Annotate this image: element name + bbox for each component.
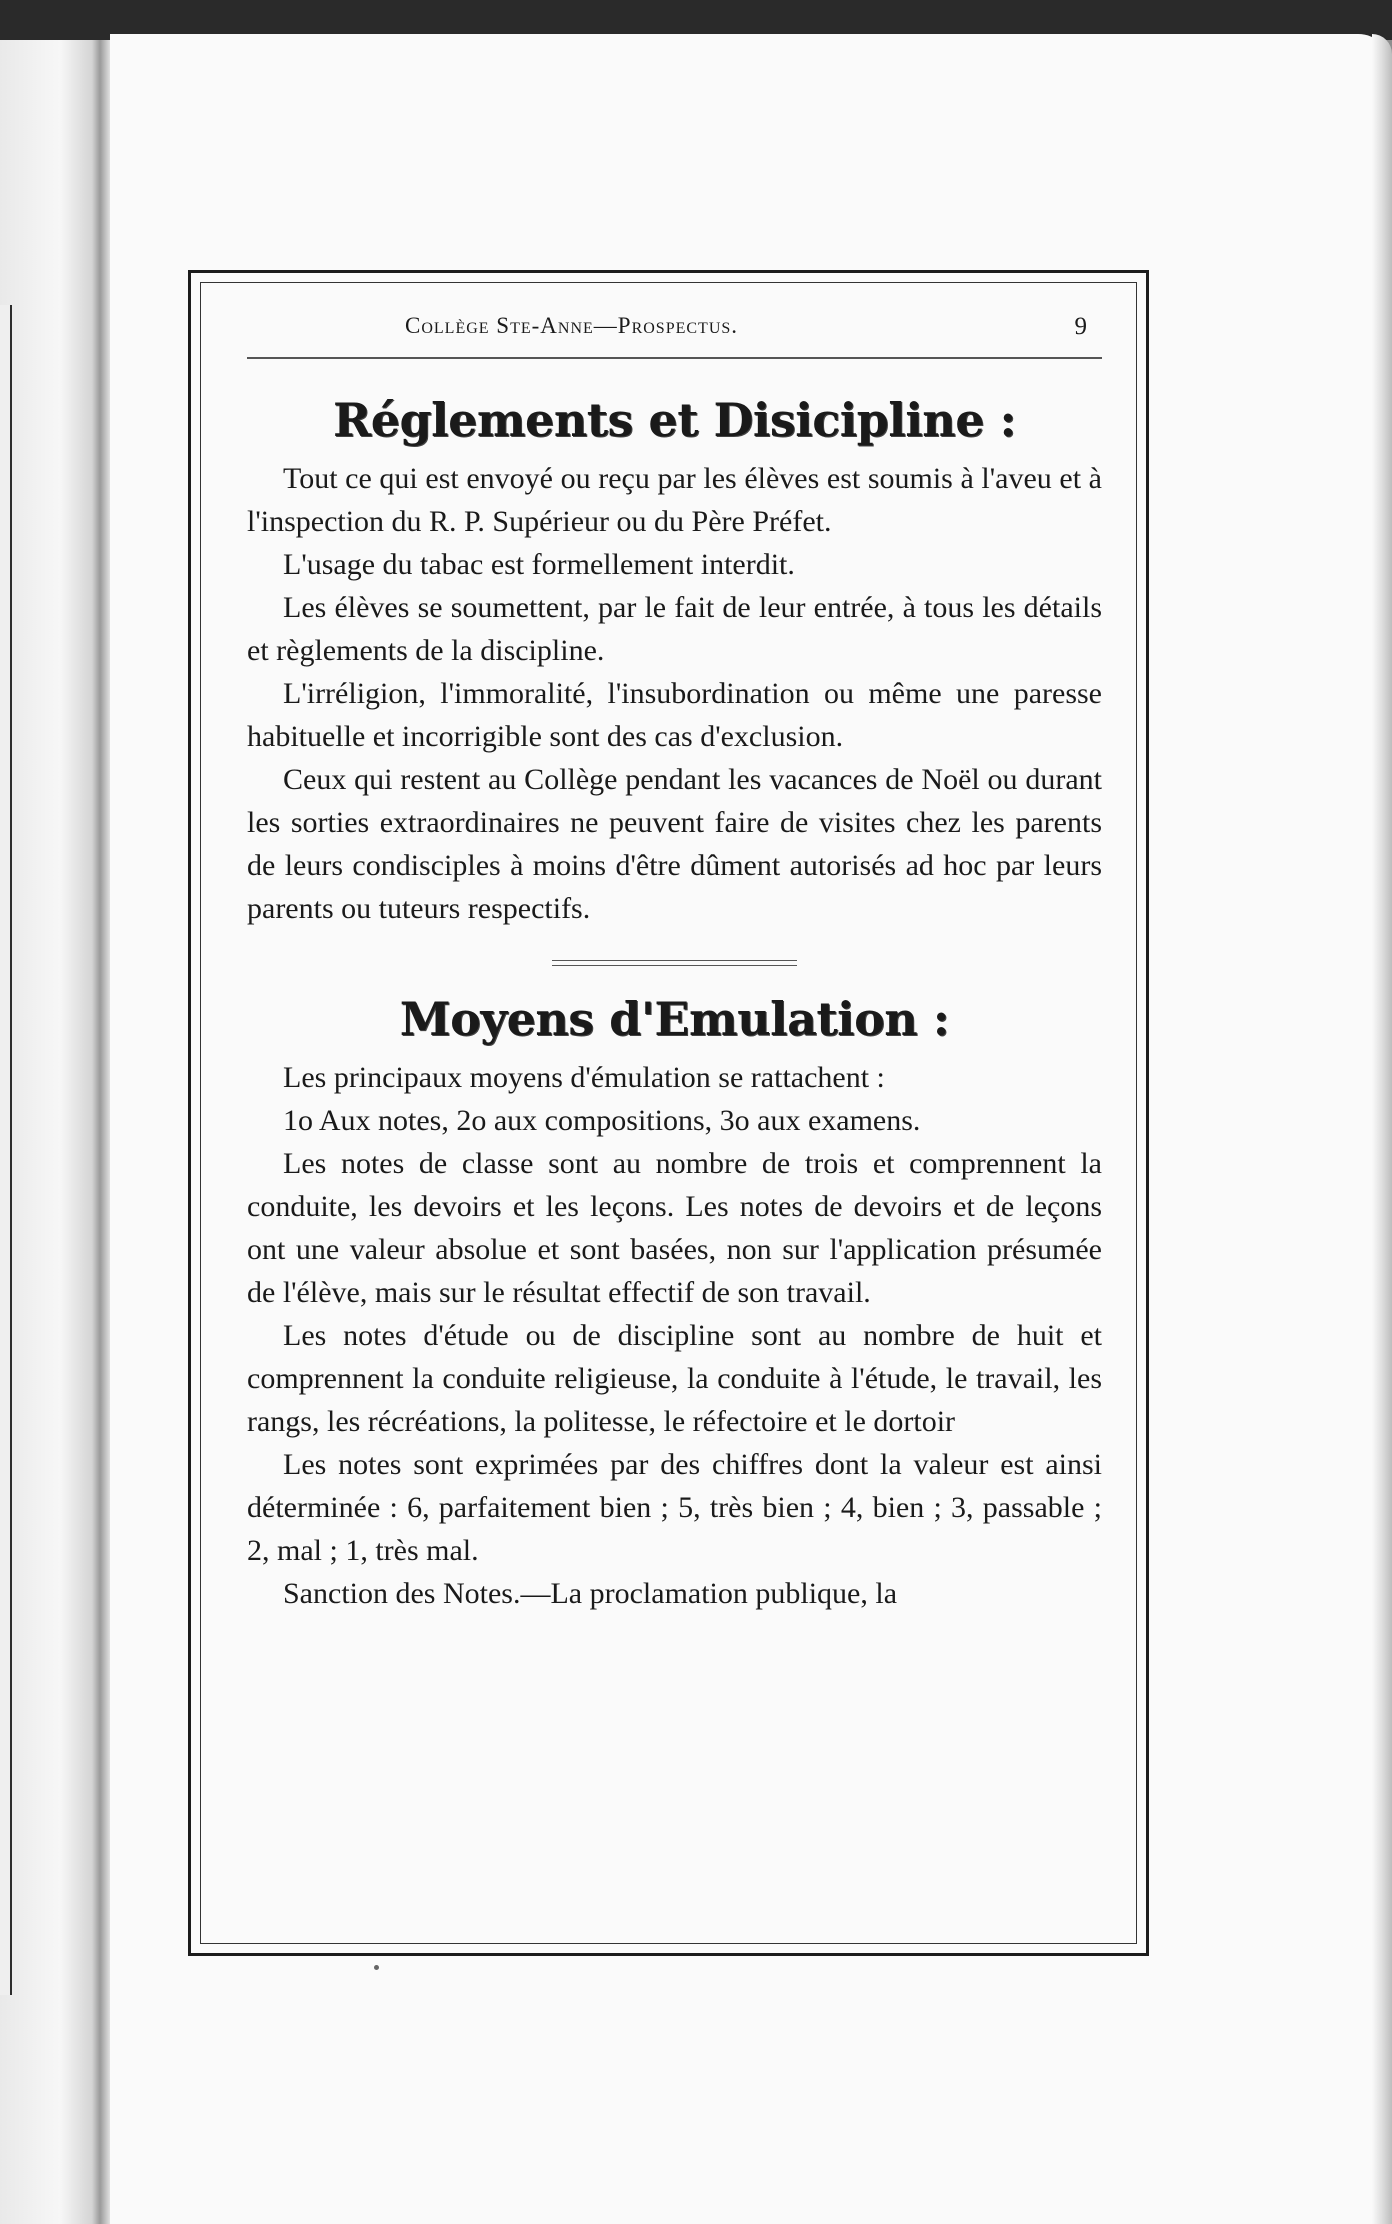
paragraph: Les principaux moyens d'émulation se rattachent :	[283, 1061, 885, 1094]
paragraph: Ceux qui restent au Collège pendant les vacances de Noël ou durant les sorties extraordinaires ne peuvent faire de visites chez les parents de leurs condisciples à moins d'être dûment autorisés ad hoc par leurs parents ou tuteurs respectifs.	[247, 763, 1102, 925]
section-separator	[552, 960, 797, 966]
page-border	[188, 270, 1149, 1956]
paragraph: Tout ce qui est envoyé ou reçu par les élèves est soumis à l'aveu et à l'inspection du R. P. Supérieur ou du Père Préfet.	[247, 462, 1102, 538]
page-right-edge	[1372, 34, 1392, 2224]
section-heading-emulation: Moyens d'Emulation :	[399, 992, 950, 1046]
running-head	[247, 301, 1102, 351]
page-number: 9	[1074, 313, 1088, 340]
paragraph: 1o Aux notes, 2o aux compositions, 3o aux examens.	[283, 1104, 921, 1137]
paragraph: L'irréligion, l'immoralité, l'insubordination ou même une paresse habituelle et incorrigible sont des cas d'exclusion.	[247, 677, 1102, 753]
header-rule	[247, 357, 1102, 359]
running-head-title: Collège Ste-Anne—Prospectus.	[405, 313, 739, 338]
section-heading-reglements: Réglements et Disicipline :	[332, 393, 1016, 447]
paragraph: Sanction des Notes.—La proclamation publique, la	[283, 1577, 898, 1610]
paragraph: Les notes de classe sont au nombre de trois et comprennent la conduite, les devoirs et les leçons. Les notes de devoirs et de leçons ont une valeur absolue et sont basées, non sur l'application présumée de l'élève, mais sur le résultat effectif de son travail.	[247, 1147, 1102, 1309]
ink-speck	[374, 1965, 379, 1970]
paragraph: L'usage du tabac est formellement interdit.	[283, 548, 795, 581]
previous-page-frame	[0, 305, 12, 1995]
previous-page-edge	[0, 40, 112, 2224]
paragraph: Les élèves se soumettent, par le fait de leur entrée, à tous les détails et règlements de la discipline.	[247, 591, 1102, 667]
paragraph: Les notes d'étude ou de discipline sont au nombre de huit et comprennent la conduite religieuse, la conduite à l'étude, le travail, les rangs, les récréations, la politesse, le réfectoire et le dortoir	[247, 1319, 1102, 1438]
page-content	[247, 301, 1102, 1615]
paragraph: Les notes sont exprimées par des chiffres dont la valeur est ainsi déterminée : 6, parfaitement bien ; 5, très bien ; 4, bien ; 3, passable ; 2, mal ; 1, très mal.	[247, 1448, 1102, 1567]
